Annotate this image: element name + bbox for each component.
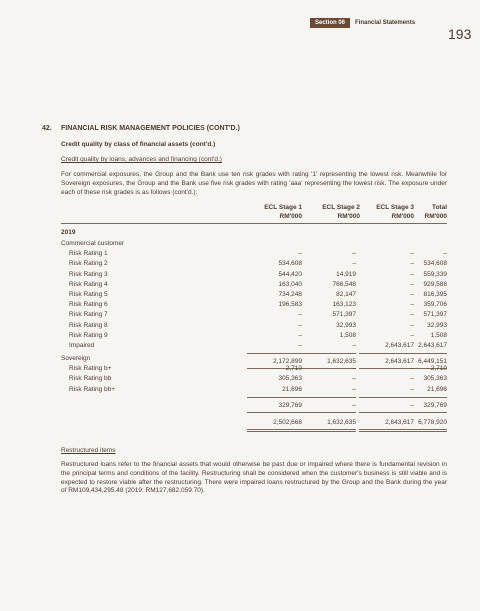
table-cell-col3: 2,643,617: [385, 342, 414, 349]
subtotal-commercial-col4: 6,449,151: [418, 358, 447, 366]
table-cell-col1: –: [298, 250, 302, 258]
section-badge: Section 06: [310, 18, 350, 28]
table-cell-col4: 2,710: [430, 365, 447, 373]
table-cell-col2: –: [352, 342, 356, 349]
table-cell-col2: –: [352, 365, 356, 373]
sov-subtotal-rule-top-col1: [247, 397, 302, 398]
table-row-label: Risk Rating 8: [69, 321, 108, 329]
column-header-stage1: ECL Stage 1 RM'000: [264, 204, 302, 220]
sov-subtotal-rule-top-col4: [392, 397, 447, 398]
table-cell-col4: 32,993: [427, 321, 447, 329]
table-cell-col4: 929,588: [423, 280, 447, 288]
group-label-commercial: Commercial customer: [61, 240, 125, 247]
grand-total-rule-2-col4: [392, 431, 447, 432]
table-cell-col3: –: [410, 321, 414, 329]
table-cell-col4: 534,608: [423, 260, 447, 268]
table-cell-col2: –: [352, 385, 356, 393]
table-cell-col4: 305,363: [423, 375, 447, 383]
page-header: [310, 18, 415, 28]
table-row-label: Risk Rating b+: [69, 365, 112, 373]
page-number: 193: [448, 26, 472, 42]
table-cell-col1: –: [298, 321, 302, 329]
table-cell-col3: –: [410, 291, 414, 298]
table-cell-col2: –: [352, 375, 356, 383]
subtotal-sovereign-col1: 329,769: [278, 401, 302, 409]
table-cell-col2: 82,147: [336, 291, 356, 298]
table-cell-col3: –: [410, 385, 414, 393]
sov-subtotal-rule-bottom-col2: [301, 412, 356, 413]
table-cell-col4: 21,696: [427, 385, 447, 393]
table-cell-col4: 559,339: [423, 270, 447, 278]
table-cell-col1: 544,420: [278, 270, 302, 278]
table-cell-col3: –: [410, 311, 414, 319]
table-cell-col1: 2,710: [285, 365, 302, 373]
grand-total-rule-2-col2: [301, 431, 356, 432]
table-cell-col3: –: [410, 260, 414, 268]
table-cell-col4: 816,395: [423, 291, 447, 298]
table-cell-col3: –: [410, 331, 414, 339]
table-cell-col2: –: [352, 260, 356, 268]
subtotal-sovereign-col4: 329,769: [423, 401, 447, 409]
table-cell-col2: –: [352, 250, 356, 258]
grand-total-rule-2-col1: [247, 431, 302, 432]
table-row-label: Risk Rating 9: [69, 331, 108, 339]
grand-total-rule-1-col4: [392, 429, 447, 430]
subtotal-rule-top-col1: [247, 353, 302, 354]
subtotal-commercial-col1: 2,172,899: [273, 358, 302, 366]
table-year: 2019: [61, 229, 76, 236]
sov-subtotal-rule-bottom-col1: [247, 412, 302, 413]
table-cell-col1: –: [298, 331, 302, 339]
table-cell-col1: 534,608: [278, 260, 302, 268]
column-header-total: Total RM'000: [424, 204, 447, 220]
table-cell-col2: 14,919: [336, 270, 356, 278]
table-cell-col2: 571,397: [332, 311, 356, 319]
table-cell-col3: –: [410, 301, 414, 309]
table-row-label: Risk Rating bb: [69, 375, 112, 383]
header-title: Financial Statements: [355, 20, 416, 26]
table-cell-col1: 734,248: [278, 291, 302, 298]
note-number: 42.: [42, 125, 52, 132]
table-cell-col4: 2,643,617: [418, 342, 447, 349]
table-cell-col4: 1,508: [430, 331, 447, 339]
table-cell-col2: 32,993: [336, 321, 356, 329]
grand-total-col1: 2,502,668: [273, 418, 302, 426]
table-row-label: Risk Rating 7: [69, 311, 108, 319]
table-cell-col3: –: [410, 375, 414, 383]
table-cell-col1: –: [298, 311, 302, 319]
table-cell-col4: 359,706: [423, 301, 447, 309]
intro-paragraph: For commercial exposures, the Group and the Bank use ten risk grades with rating '1' representing the lowest risk. Meanwhile for Sovereign exposures, the Group and the Bank use five risk grades with rating 'aaa' representing the lowest risk. The exposure under each of these risk grades is as follows (cont'd.):: [61, 171, 447, 196]
subtotal-sovereign-col3: –: [410, 401, 414, 409]
table-cell-col4: 571,397: [423, 311, 447, 319]
table-cell-col1: –: [298, 342, 302, 349]
sov-subtotal-rule-top-col2: [301, 397, 356, 398]
table-row-label: Risk Rating 4: [69, 280, 108, 288]
sov-subtotal-rule-bottom-col4: [392, 412, 447, 413]
table-header-rule: [61, 223, 447, 224]
grand-total-rule-1-col2: [301, 429, 356, 430]
group-label-sovereign: Sovereign: [61, 355, 91, 362]
restructured-title: Restructured items: [61, 447, 116, 454]
grand-total-col2: 1,632,635: [327, 418, 356, 426]
subtotal-commercial-col2: 1,632,635: [327, 358, 356, 366]
table-row-label: Risk Rating bb+: [69, 385, 116, 393]
subtotal-rule-top-col4: [392, 353, 447, 354]
table-cell-col2: 1,508: [339, 331, 356, 339]
table-cell-col1: 305,363: [278, 375, 302, 383]
table-row-label: Risk Rating 1: [69, 250, 108, 258]
subtotal-rule-top-col2: [301, 353, 356, 354]
table-row-label: Risk Rating 2: [69, 260, 108, 268]
table-row-label: Risk Rating 5: [69, 291, 108, 298]
table-cell-col1: 196,583: [278, 301, 302, 309]
section-subtitle: Credit quality by class of financial assets (cont'd.): [61, 141, 216, 148]
table-cell-col2: 163,123: [332, 301, 356, 309]
table-cell-col4: –: [443, 250, 447, 258]
table-cell-col3: –: [410, 365, 414, 373]
section-subsubtitle: Credit quality by loans, advances and financing (cont'd.): [61, 156, 222, 163]
table-cell-col3: –: [410, 270, 414, 278]
table-row-label: Risk Rating 3: [69, 270, 108, 278]
column-header-stage2: ECL Stage 2 RM'000: [322, 204, 360, 220]
column-header-stage3: ECL Stage 3 RM'000: [376, 204, 414, 220]
grand-total-rule-1-col1: [247, 429, 302, 430]
table-row-label: Risk Rating 6: [69, 301, 108, 309]
table-row-label: Impaired: [69, 342, 95, 349]
table-cell-col3: –: [410, 280, 414, 288]
grand-total-col3: 2,643,617: [385, 418, 414, 426]
subtotal-commercial-col3: 2,643,617: [385, 358, 414, 366]
table-cell-col3: –: [410, 250, 414, 258]
table-cell-col1: 163,040: [278, 280, 302, 288]
note-title: FINANCIAL RISK MANAGEMENT POLICIES (CONT'D.): [61, 125, 240, 132]
table-cell-col1: 21,696: [282, 385, 302, 393]
restructured-paragraph: Restructured loans refer to the financial assets that would otherwise be past due or impaired where there is fundamental revision in the principal terms and conditions of the facility. Restructuring shall be considered when the customer's business is still viable and is expected to restore viable after the restructuring. There were impaired loans restructured by the Group and the Bank during the year of RM109,434,295.48 (2019: RM127,682,059.70).: [61, 461, 447, 495]
grand-total-col4: 6,778,920: [418, 418, 447, 426]
table-cell-col2: 766,548: [332, 280, 356, 288]
subtotal-sovereign-col2: –: [352, 401, 356, 409]
